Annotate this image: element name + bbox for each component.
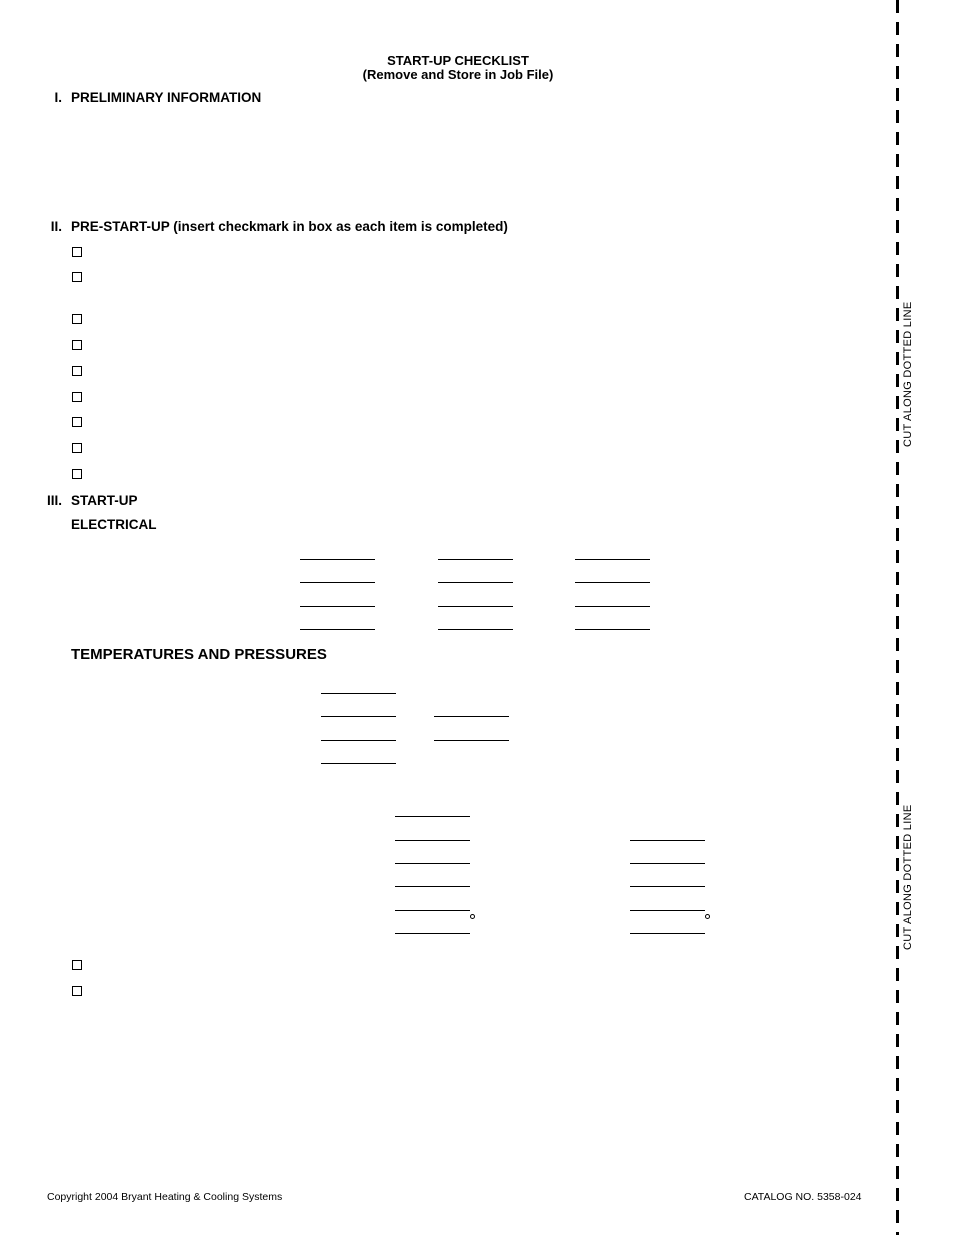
fill-in-line[interactable] [630,933,705,934]
checkbox[interactable] [72,443,82,453]
section-2-number: II. [50,219,62,234]
degree-symbol-icon [470,914,475,919]
checkbox[interactable] [72,340,82,350]
fill-in-line[interactable] [395,910,470,911]
fill-in-line[interactable] [321,693,396,694]
section-1-number: I. [54,90,62,105]
fill-in-line[interactable] [395,933,470,934]
fill-in-line[interactable] [630,840,705,841]
checkbox[interactable] [72,417,82,427]
fill-in-line[interactable] [630,910,705,911]
section-3-number: III. [46,493,62,508]
fill-in-line[interactable] [575,582,650,583]
fill-in-line[interactable] [438,559,513,560]
fill-in-line[interactable] [438,629,513,630]
checkbox[interactable] [72,469,82,479]
copyright-text: Copyright 2004 Bryant Heating & Cooling Systems [47,1191,283,1203]
fill-in-line[interactable] [300,606,375,607]
section-1-title: PRELIMINARY INFORMATION [71,90,262,105]
fill-in-line[interactable] [300,559,375,560]
temps-pressures-heading: TEMPERATURES AND PRESSURES [71,646,327,663]
fill-in-line[interactable] [438,606,513,607]
fill-in-line[interactable] [300,629,375,630]
cut-dotted-line [896,0,899,1235]
page-subtitle: (Remove and Store in Job File) [362,67,554,82]
fill-in-line[interactable] [434,740,509,741]
cut-label-bottom: CUT ALONG DOTTED LINE [902,804,914,950]
fill-in-line[interactable] [630,863,705,864]
fill-in-line[interactable] [300,582,375,583]
checkbox[interactable] [72,366,82,376]
catalog-number: CATALOG NO. 5358-024 [744,1191,862,1203]
fill-in-line[interactable] [321,740,396,741]
fill-in-line[interactable] [575,629,650,630]
section-3-title: START-UP [71,493,138,508]
checkbox[interactable] [72,986,82,996]
fill-in-line[interactable] [630,886,705,887]
checkbox[interactable] [72,314,82,324]
degree-symbol-icon [705,914,710,919]
checkbox[interactable] [72,272,82,282]
fill-in-line[interactable] [575,559,650,560]
fill-in-line[interactable] [395,816,470,817]
cut-label-top: CUT ALONG DOTTED LINE [902,301,914,447]
fill-in-line[interactable] [395,863,470,864]
fill-in-line[interactable] [395,886,470,887]
electrical-heading: ELECTRICAL [71,517,157,532]
page-title: START-UP CHECKLIST [387,53,529,68]
checkbox[interactable] [72,247,82,257]
fill-in-line[interactable] [321,716,396,717]
fill-in-line[interactable] [575,606,650,607]
fill-in-line[interactable] [438,582,513,583]
checkbox[interactable] [72,392,82,402]
fill-in-line[interactable] [321,763,396,764]
section-2-title: PRE-START-UP (insert checkmark in box as each item is completed) [71,219,508,234]
checkbox[interactable] [72,960,82,970]
fill-in-line[interactable] [434,716,509,717]
fill-in-line[interactable] [395,840,470,841]
